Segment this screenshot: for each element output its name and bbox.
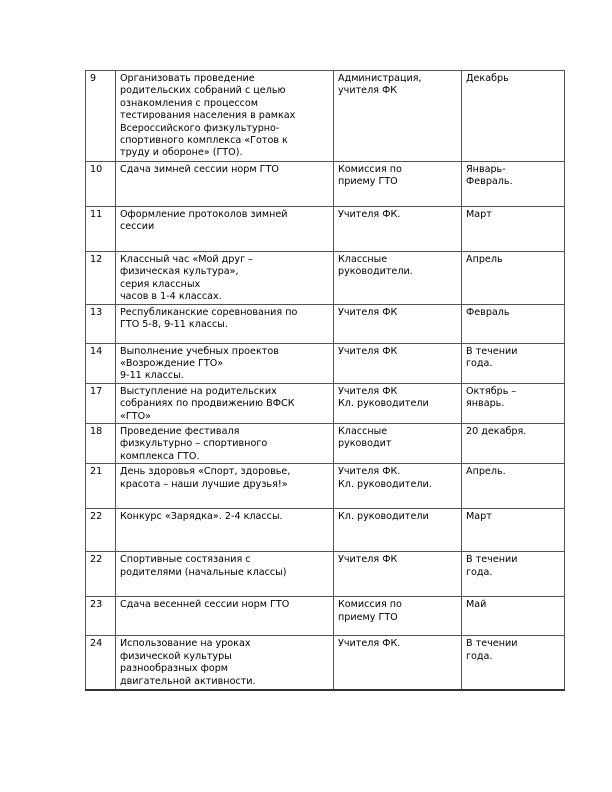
row-number: 14 xyxy=(86,343,116,383)
activity-cell: День здоровья «Спорт, здоровье, красота – наши лучшие друзья!» xyxy=(116,464,334,509)
table-row xyxy=(86,207,565,252)
row-number: 22 xyxy=(86,552,116,597)
activity-cell: Конкурс «Зарядка». 2-4 классы. xyxy=(116,509,334,552)
responsible-cell: Классные руководители. xyxy=(334,252,462,305)
date-cell: Апрель. xyxy=(462,464,565,509)
responsible-cell: Учителя ФК. Кл. руководители. xyxy=(334,464,462,509)
table-row xyxy=(86,304,565,343)
responsible-cell: Администрация, учителя ФК xyxy=(334,71,462,162)
responsible-cell: Учителя ФК xyxy=(334,343,462,383)
responsible-cell: Классные руководит xyxy=(334,424,462,464)
row-number: 21 xyxy=(86,464,116,509)
activity-cell: Классный час «Мой друг – физическая культура», серия классных часов в 1-4 классах. xyxy=(116,252,334,305)
table-row xyxy=(86,636,565,690)
row-number: 12 xyxy=(86,252,116,305)
responsible-cell: Учителя ФК. xyxy=(334,636,462,690)
responsible-cell: Комиссия по приему ГТО xyxy=(334,597,462,636)
row-number: 9 xyxy=(86,71,116,162)
events-table xyxy=(85,70,565,691)
responsible-cell: Учителя ФК Кл. руководители xyxy=(334,383,462,423)
date-cell: В течении года. xyxy=(462,636,565,690)
date-cell: 20 декабря. xyxy=(462,424,565,464)
date-cell: Октябрь – январь. xyxy=(462,383,565,423)
activity-cell: Использование на уроках физической культуры разнообразных форм двигательной активности. xyxy=(116,636,334,690)
responsible-cell: Кл. руководители xyxy=(334,509,462,552)
table-row xyxy=(86,424,565,464)
row-number: 22 xyxy=(86,509,116,552)
date-cell: Март xyxy=(462,207,565,252)
activity-cell: Республиканские соревнования по ГТО 5-8, 9-11 классы. xyxy=(116,304,334,343)
activity-cell: Спортивные состязания с родителями (начальные классы) xyxy=(116,552,334,597)
activity-cell: Организовать проведение родительских собраний с целью ознакомления с процессом тестирования населения в рамках Всероссийского физкультурно- спортивного комплекса «Готов к труду и обороне» (ГТО). xyxy=(116,71,334,162)
date-cell: Февраль xyxy=(462,304,565,343)
responsible-cell: Учителя ФК xyxy=(334,304,462,343)
responsible-cell: Учителя ФК xyxy=(334,552,462,597)
row-number: 11 xyxy=(86,207,116,252)
date-cell: В течении года. xyxy=(462,343,565,383)
date-cell: Декабрь xyxy=(462,71,565,162)
row-number: 24 xyxy=(86,636,116,690)
row-number: 13 xyxy=(86,304,116,343)
date-cell: Январь- Февраль. xyxy=(462,162,565,207)
responsible-cell: Комиссия по приему ГТО xyxy=(334,162,462,207)
table-row xyxy=(86,552,565,597)
table-row xyxy=(86,597,565,636)
row-number: 18 xyxy=(86,424,116,464)
activity-cell: Выполнение учебных проектов «Возрождение ГТО» 9-11 классы. xyxy=(116,343,334,383)
activity-cell: Выступление на родительских собраниях по продвижению ВФСК «ГТО» xyxy=(116,383,334,423)
table-row xyxy=(86,252,565,305)
table-row xyxy=(86,343,565,383)
row-number: 10 xyxy=(86,162,116,207)
activity-cell: Проведение фестиваля физкультурно – спортивного комплекса ГТО. xyxy=(116,424,334,464)
activity-cell: Оформление протоколов зимней сессии xyxy=(116,207,334,252)
row-number: 17 xyxy=(86,383,116,423)
date-cell: Март xyxy=(462,509,565,552)
row-number: 23 xyxy=(86,597,116,636)
date-cell: Апрель xyxy=(462,252,565,305)
table-row xyxy=(86,509,565,552)
table-row xyxy=(86,71,565,162)
date-cell: В течении года. xyxy=(462,552,565,597)
activity-cell: Сдача зимней сессии норм ГТО xyxy=(116,162,334,207)
table-row xyxy=(86,162,565,207)
table-row xyxy=(86,464,565,509)
table-row xyxy=(86,383,565,423)
responsible-cell: Учителя ФК. xyxy=(334,207,462,252)
date-cell: Май xyxy=(462,597,565,636)
activity-cell: Сдача весенней сессии норм ГТО xyxy=(116,597,334,636)
